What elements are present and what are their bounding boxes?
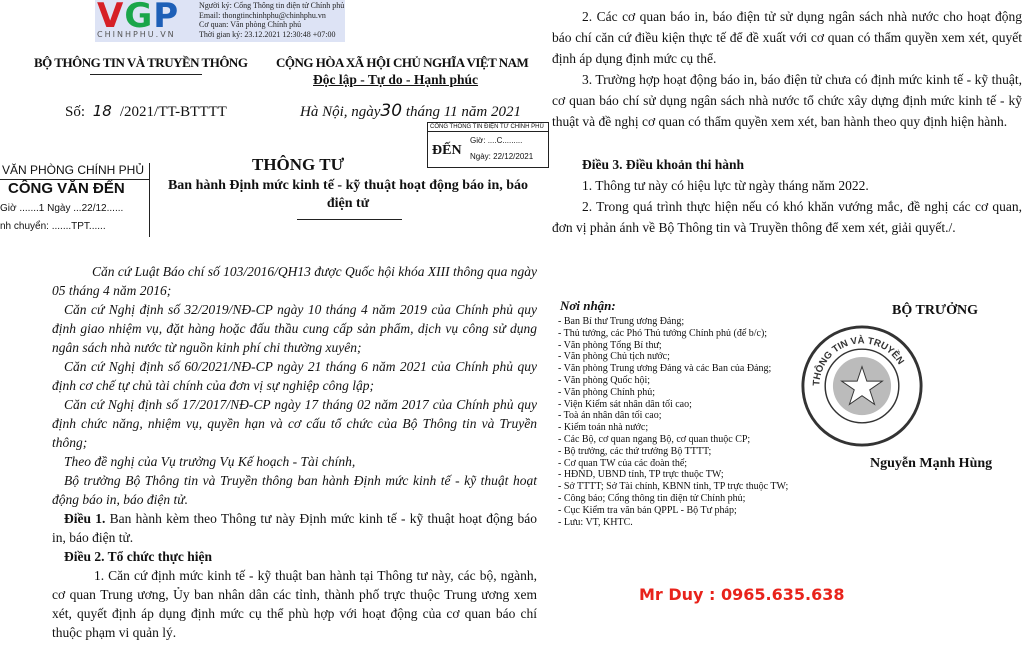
stamp-title: CỔNG THÔNG TIN ĐIỆN TỬ CHÍNH PHỦ bbox=[428, 123, 548, 132]
recipient: - Bộ trưởng, các thứ trưởng Bộ TTTT; bbox=[558, 445, 712, 457]
document-type: THÔNG TƯ bbox=[252, 155, 345, 174]
recipient: - Sở TTTT; Sở Tài chính, KBNN tỉnh, TP trực thuộc TW; bbox=[558, 481, 789, 493]
divider bbox=[90, 74, 202, 75]
basis-paragraph: Căn cứ Nghị định số 17/2017/NĐ-CP ngày 17 tháng 02 năm 2017 của Chính phủ quy định chức năng, nhiệm vụ, quyền hạn và cơ cấu tổ chức của Bộ Thông tin và Truyền thông; bbox=[52, 397, 537, 450]
date-suffix: tháng 11 năm 2021 bbox=[405, 104, 521, 120]
article-2-p2: 2. Các cơ quan báo in, báo điện tử sử dụng ngân sách nhà nước cho hoạt động báo chí căn cứ điều kiện thực tế để đề xuất với cơ quan có thẩm quyền xem xét, quyết định áp dụng định mức cụ thể. bbox=[552, 9, 1022, 66]
date-day: 30 bbox=[380, 101, 403, 121]
vgp-logo: VGP bbox=[97, 0, 180, 36]
recipient: - Toà án nhân dân tối cao; bbox=[558, 410, 662, 422]
stamp-den: ĐẾN bbox=[432, 143, 462, 158]
divider bbox=[297, 219, 402, 220]
date-prefix: Hà Nội, ngày bbox=[300, 104, 381, 120]
recipient: - Cục Kiểm tra văn bản QPPL - Bộ Tư pháp; bbox=[558, 504, 737, 516]
recipient: - Kiểm toán nhà nước; bbox=[558, 422, 649, 434]
document-subject: Ban hành Định mức kinh tế - kỹ thuật hoạt động báo in, báo điện tử bbox=[167, 178, 529, 211]
recipient: - Văn phòng Chủ tịch nước; bbox=[558, 351, 670, 363]
stamp-title: CÔNG VĂN ĐẾN bbox=[0, 179, 149, 198]
number-suffix: /2021/TT-BTTTT bbox=[119, 104, 227, 120]
digital-signature-box bbox=[95, 0, 345, 42]
recipient: - Viện Kiểm sát nhân dân tối cao; bbox=[558, 398, 692, 410]
signature-meta bbox=[199, 1, 344, 39]
recipient: - Thủ tướng, các Phó Thủ tướng Chính phủ (để b/c); bbox=[558, 327, 768, 339]
recipients-list bbox=[558, 316, 793, 528]
stamp-date: Ngày: 22/12/2021 bbox=[470, 152, 534, 161]
article-2-p3: 3. Trường hợp hoạt động báo in, báo điện tử chưa có định mức kinh tế - kỹ thuật, cơ quan báo chí sử dụng ngân sách nhà nước tổ chức xây dựng định mức kinh tế - kỹ thuật và đề nghị cơ quan có thẩm quyền xem xét, ban hành theo quy định hiện hành. bbox=[552, 72, 1022, 129]
time-line: Thời gian ký: 23.12.2021 12:30:48 +07:00 bbox=[199, 29, 336, 39]
stamp-org: VĂN PHÒNG CHÍNH PHỦ bbox=[2, 163, 145, 177]
motto: Độc lập - Tự do - Hạnh phúc bbox=[313, 72, 479, 87]
portal-received-stamp bbox=[427, 122, 549, 168]
article-1 bbox=[52, 509, 537, 547]
recipient: - HĐND, UBND tỉnh, TP trực thuộc TW; bbox=[558, 469, 724, 481]
stamp-time: Giờ: ....C......... bbox=[470, 136, 523, 145]
signer-title: BỘ TRƯỞNG bbox=[892, 303, 978, 318]
right-column bbox=[552, 6, 1022, 238]
basis-paragraph: Căn cứ Luật Báo chí số 103/2016/QH13 được Quốc hội khóa XIII thông qua ngày 05 tháng 4 năm 2016; bbox=[52, 264, 537, 298]
article-2-p1: 1. Căn cứ định mức kinh tế - kỹ thuật ban hành tại Thông tư này, các bộ, ngành, cơ quan Trung ương, Ủy ban nhân dân các tỉnh, thành phố trực thuộc Trung ương xem xét, quyết định áp dụng định mức cụ thể phù hợp với hoạt động của cơ quan báo chí thuộc phạm vi quản lý. bbox=[52, 568, 537, 640]
article-3-title: Điều 3. Điều khoản thi hành bbox=[582, 157, 745, 172]
recipient: - Văn phòng Trung ương Đảng và các Ban của Đảng; bbox=[558, 363, 772, 375]
left-column bbox=[52, 262, 537, 642]
recipient: - Lưu: VT, KHTC. bbox=[558, 516, 633, 528]
legal-basis bbox=[52, 262, 537, 509]
article-3-p1: 1. Thông tư này có hiệu lực từ ngày tháng năm 2022. bbox=[582, 178, 869, 193]
stamp-time: Giờ .......1 Ngày ...22/12...... bbox=[0, 203, 124, 214]
agency-line: Cơ quan: Văn phòng Chính phủ bbox=[199, 20, 302, 29]
basis-paragraph: Bộ trưởng Bộ Thông tin và Truyền thông ban hành Định mức kinh tế - kỹ thuật hoạt động báo in, báo điện tử. bbox=[52, 473, 537, 507]
document-number bbox=[65, 102, 227, 121]
recipient: - Văn phòng Chính phủ; bbox=[558, 386, 656, 398]
recipient: - Cơ quan TW của các đoàn thể; bbox=[558, 457, 688, 469]
basis-paragraph: Căn cứ Nghị định số 60/2021/NĐ-CP ngày 21 tháng 6 năm 2021 của Chính phủ quy định cơ chế tự chủ tài chính của đơn vị sự nghiệp công lập; bbox=[52, 359, 537, 393]
signer-line: Người ký: Cổng Thông tin điện tử Chính phủ bbox=[199, 1, 345, 10]
recipients-title: Nơi nhận: bbox=[560, 298, 616, 313]
basis-paragraph: Theo đề nghị của Vụ trưởng Vụ Kế hoạch - Tài chính, bbox=[64, 454, 356, 469]
issue-date bbox=[300, 101, 521, 121]
recipient: - Văn phòng Tổng Bí thư; bbox=[558, 339, 662, 351]
article-3-p2: 2. Trong quá trình thực hiện nếu có khó khăn vướng mắc, đề nghị các cơ quan, đơn vị phản ánh về Bộ Thông tin và Truyền thông để xem xét, giải quyết./. bbox=[552, 199, 1022, 235]
article-title: Điều 1. bbox=[64, 511, 106, 526]
email-line: Email: thongtinchinhphu@chinhphu.vn bbox=[199, 10, 326, 20]
ministry-name: BỘ THÔNG TIN VÀ TRUYỀN THÔNG bbox=[34, 55, 248, 70]
article-text: Ban hành kèm theo Thông tư này Định mức kinh tế - kỹ thuật hoạt động báo in, báo điện tử. bbox=[52, 511, 538, 545]
number-handwritten: 18 bbox=[92, 102, 112, 120]
contact-text: Mr Duy : 0965.635.638 bbox=[639, 585, 845, 604]
vgp-site: CHINHPHU.VN bbox=[97, 30, 176, 39]
svg-text:THÔNG TIN VÀ TRUYỀN: THÔNG TIN VÀ TRUYỀN bbox=[811, 335, 906, 387]
article-2-title: Điều 2. Tổ chức thực hiện bbox=[64, 549, 212, 564]
country-name: CỘNG HÒA XÃ HỘI CHỦ NGHĨA VIỆT NAM bbox=[276, 55, 529, 70]
office-received-stamp bbox=[0, 163, 150, 237]
basis-paragraph: Căn cứ Nghị định số 32/2019/NĐ-CP ngày 10 tháng 4 năm 2019 của Chính phủ quy định giao nhiệm vụ, đặt hàng hoặc đấu thầu cung cấp sản phẩm, dịch vụ công sử dụng ngân sách nhà nước từ nguồn kinh phí chi thường xuyên; bbox=[52, 302, 537, 355]
recipient: - Các Bộ, cơ quan ngang Bộ, cơ quan thuộc CP; bbox=[558, 433, 751, 445]
signer-name: Nguyễn Mạnh Hùng bbox=[870, 456, 993, 471]
recipient: - Ban Bí thư Trung ương Đảng; bbox=[558, 316, 685, 327]
stamp-transfer: nh chuyển: .......TPT...... bbox=[0, 221, 106, 232]
official-seal-icon bbox=[800, 324, 924, 448]
recipient: - Văn phòng Quốc hội; bbox=[558, 374, 651, 386]
recipient: - Công báo; Cổng thông tin điện tử Chính phủ; bbox=[558, 492, 746, 504]
number-prefix: Số: bbox=[65, 104, 86, 120]
